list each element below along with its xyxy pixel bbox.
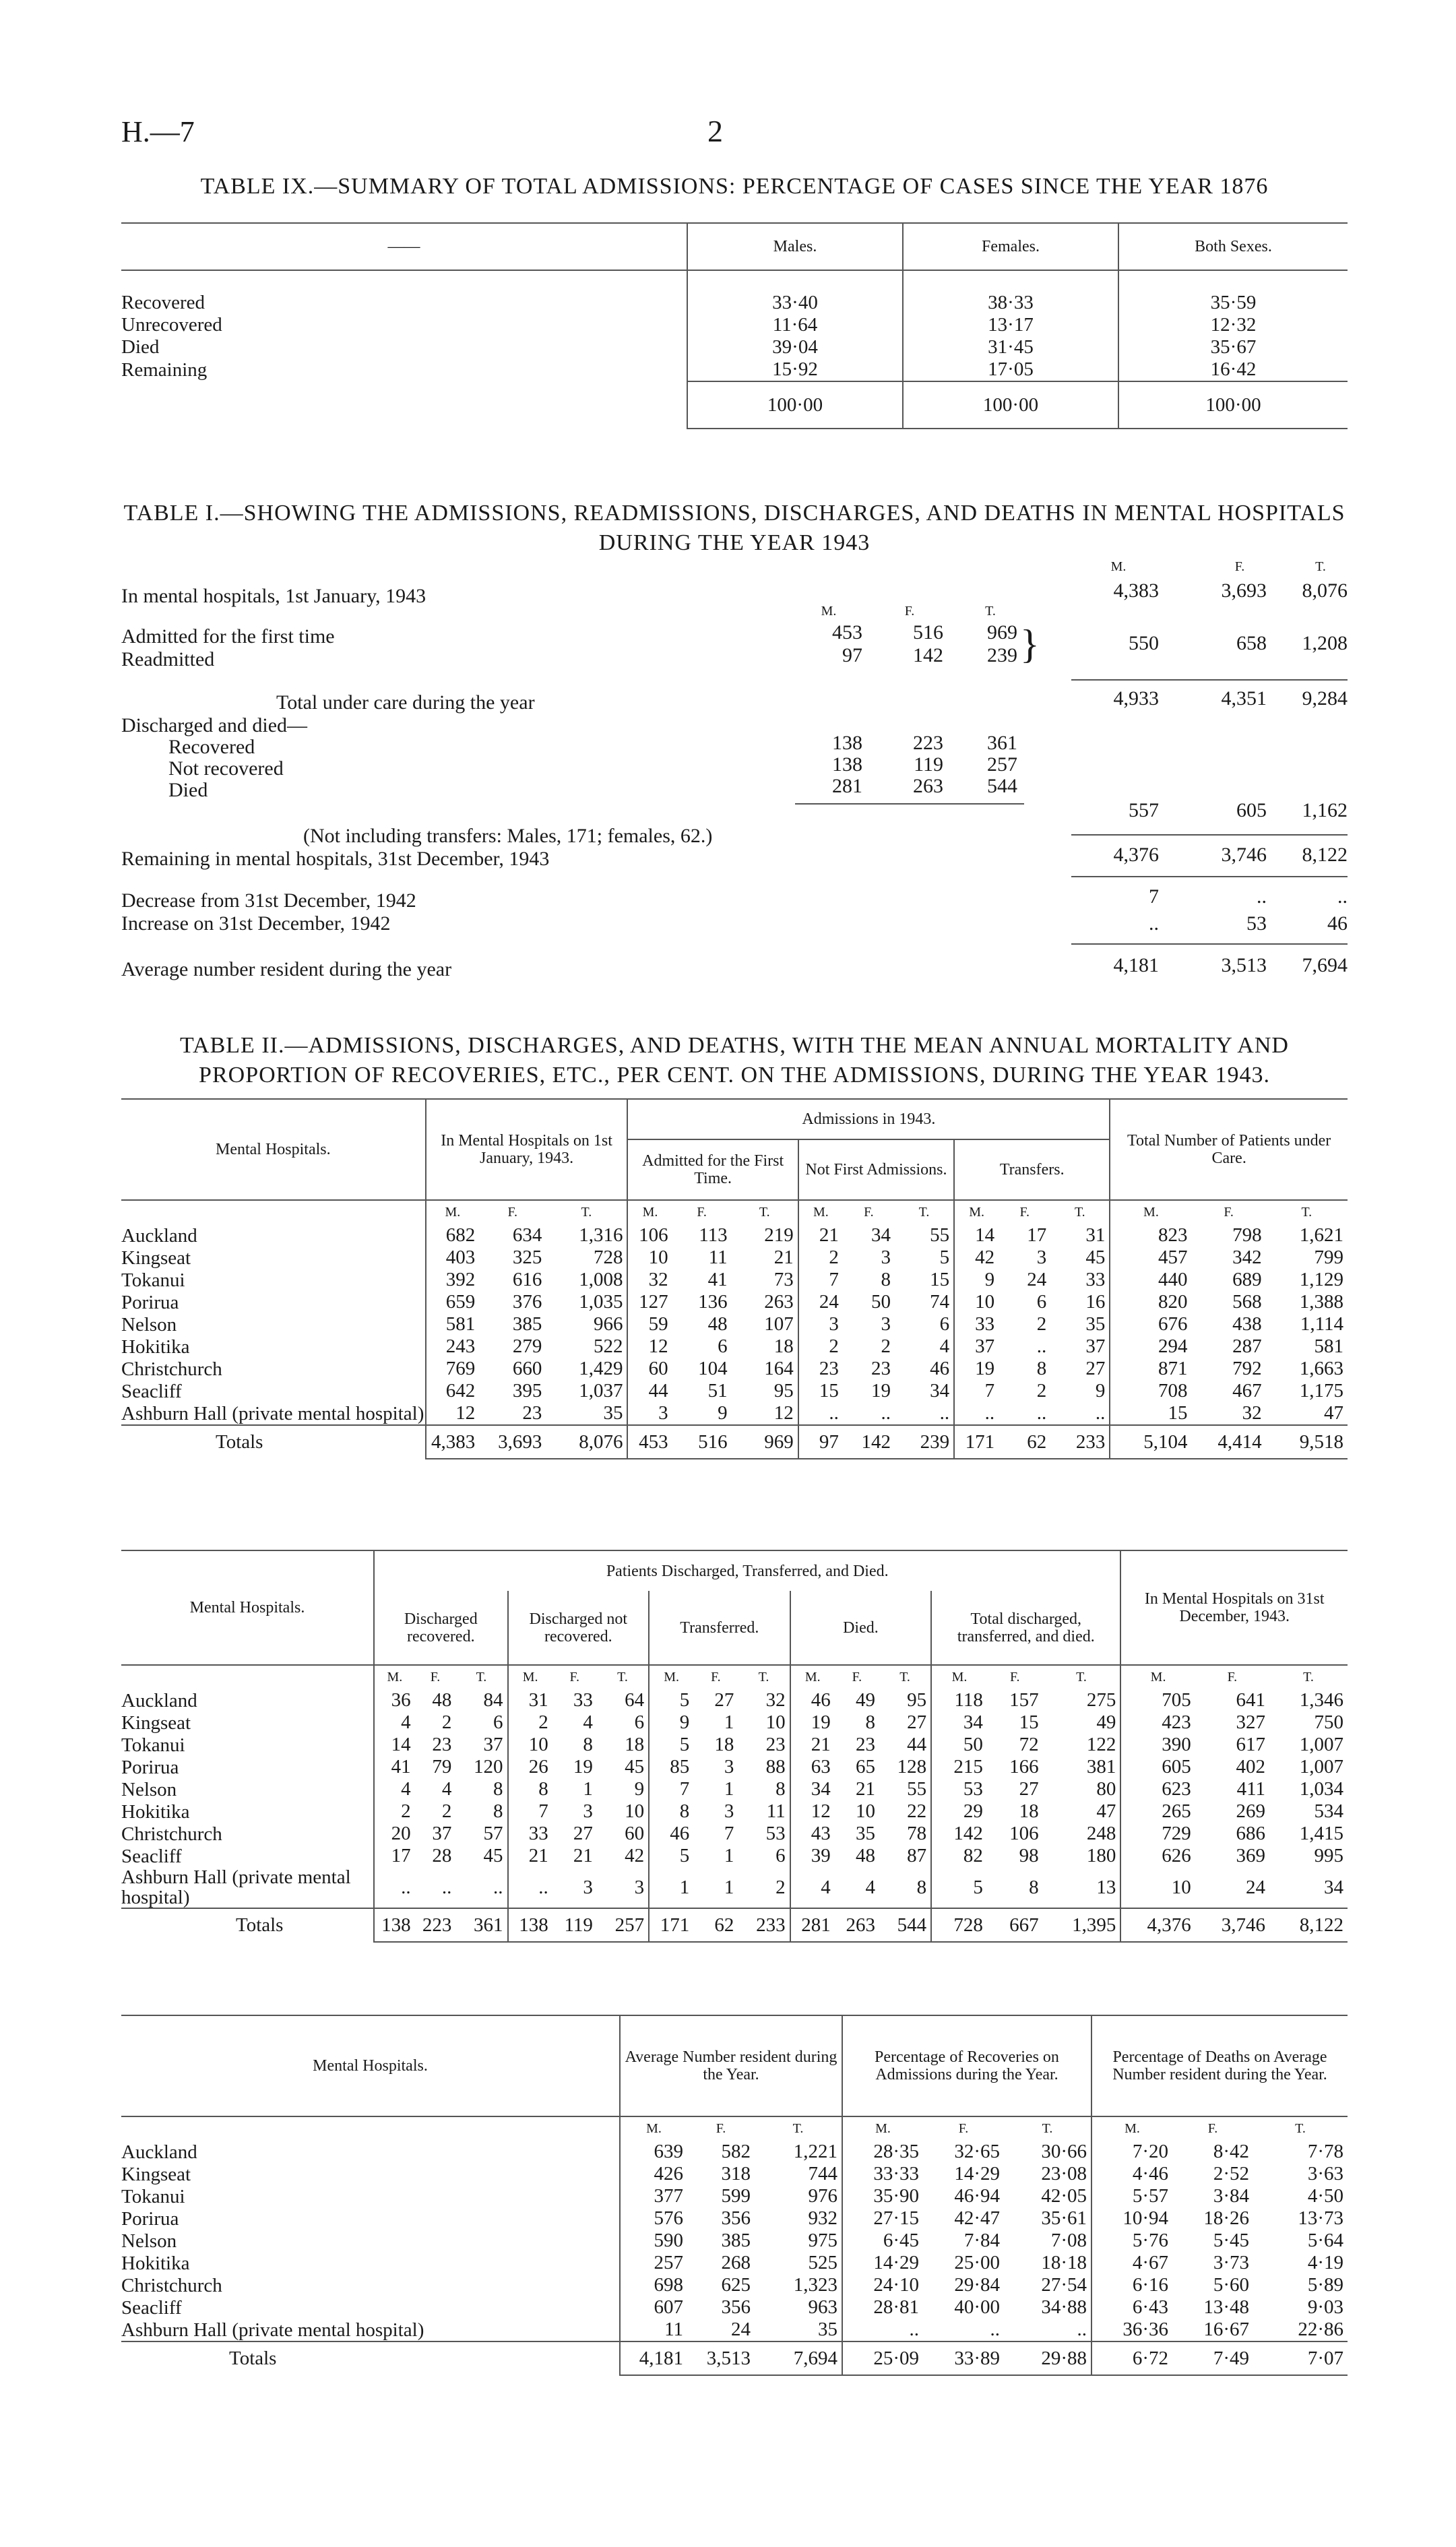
table2-totals-row: Totals 4,383 3,693 8,076 453 516 969 97 142 239 171 62 233 5,104 4,414 9,518: [121, 1425, 1348, 1459]
table9-row: Unrecovered 11·64 13·17 12·32: [121, 314, 1348, 336]
divider: [1071, 834, 1348, 836]
table9-title: TABLE IX.—SUMMARY OF TOTAL ADMISSIONS: PERCENTAGE OF CASES SINCE THE YEAR 1876: [200, 174, 1269, 199]
table-row: Kingseat 403 325 728 10 11 21 2 3 5 42 3 45 457 342 799: [121, 1247, 1343, 1269]
table3-col-group: Patients Discharged, Transferred, and Died.: [374, 1550, 1120, 1591]
table3-mft-header: M. F. T. M. F. T. M. F. T. M. F. T. M. F. T. M. F. T.: [121, 1665, 1348, 1689]
table-row: Nelson 590 385 975 6·45 7·84 7·08 5·76 5·45 5·64: [121, 2230, 1343, 2252]
table2-col-in-hospitals: In Mental Hospitals on 1st January, 1943.: [426, 1099, 628, 1200]
page-number: 2: [707, 114, 723, 148]
table4-col-hospitals: Mental Hospitals.: [121, 2015, 620, 2116]
table3-col-hospitals: Mental Hospitals.: [121, 1550, 374, 1665]
table3-col-total: Total discharged, transferred, and died.: [931, 1591, 1120, 1665]
table9-col-males: Males.: [687, 223, 903, 270]
table-row: Kingseat 426 318 744 33·33 14·29 23·08 4·46 2·52 3·63: [121, 2163, 1343, 2185]
table-row: Ashburn Hall (private mental hospital) .. .. .. .. 3 3 1 1 2 4 4 8 5 8 13 10 24 34: [121, 1866, 1343, 1908]
table-row: Ashburn Hall (private mental hospital) 12 23 35 3 9 12 .. .. .. .. .. .. 15 32 47: [121, 1402, 1343, 1424]
table3-col-died: Died.: [790, 1591, 932, 1665]
table2-mft-header: M. F. T. M. F. T. M. F. T. M. F. T. M. F. T.: [121, 1200, 1348, 1224]
table1-title: TABLE I.—SHOWING THE ADMISSIONS, READMISSIONS, DISCHARGES, AND DEATHS IN MENTAL HOSPITALS DURING THE YEAR 1943: [123, 501, 1346, 555]
table-row: Hokitika 257 268 525 14·29 25·00 18·18 4·67 3·73 4·19: [121, 2252, 1343, 2274]
table-row: Auckland 36 48 84 31 33 64 5 27 32 46 49 95 118 157 275 705 641 1,346: [121, 1689, 1343, 1711]
table2-col-transfers: Transfers.: [954, 1139, 1110, 1200]
table-row: Christchurch 698 625 1,323 24·10 29·84 27·54 6·16 5·60 5·89: [121, 2274, 1343, 2296]
divider: [1071, 943, 1348, 945]
table4-col-recoveries: Percentage of Recoveries on Admissions during the Year.: [842, 2015, 1091, 2116]
table3-col-recovered: Discharged recovered.: [374, 1591, 508, 1665]
table9-blank-header: ——: [121, 223, 687, 270]
table-row: Nelson 4 4 8 8 1 9 7 1 8 34 21 55 53 27 80 623 411 1,034: [121, 1778, 1343, 1800]
table-row: Hokitika 243 279 522 12 6 18 2 2 4 37 .. 37 294 287 581: [121, 1335, 1343, 1358]
table-row: Seacliff 17 28 45 21 21 42 5 1 6 39 48 87 82 98 180 626 369 995: [121, 1845, 1343, 1867]
table-row: Hokitika 2 2 8 7 3 10 8 3 11 12 10 22 29 18 47 265 269 534: [121, 1800, 1343, 1823]
table-row: Tokanui 392 616 1,008 32 41 73 7 8 15 9 24 33 440 689 1,129: [121, 1269, 1343, 1291]
table3: [121, 1550, 1348, 1943]
table9-row: Remaining 15·92 17·05 16·42: [121, 358, 1348, 381]
table1: M. F. T. In mental hospitals, 1st January, 1943 4,383 3,693 8,076 M. F. T. Admitted for the first time 453 516 969 Readmitted 97 142 239 } 550 658 1,208 Total under care during the year 4,933 4,351 9,284 Discharged and died— Recovered 138 223 361 Not recovered 138 119 257 Died 281 263 544 557 605 1,162 (Not including transfers: Males, 171; females, 62.) Remaining in mental hospitals, 31st December, 1943 4,376 3,746 8,122 Decrease from 31st December, 1942 7 .. .. Increase on 31st December, 1942 .. 53 46 Average number resident during the year 4,181 3,513 7,694: [121, 559, 1348, 980]
table2-col-total: Total Number of Patients under Care.: [1110, 1099, 1348, 1200]
table2-col-hospitals: Mental Hospitals.: [121, 1099, 426, 1200]
table2-col-first: Admitted for the First Time.: [627, 1139, 798, 1200]
table2-col-admissions: Admissions in 1943.: [627, 1099, 1110, 1139]
table-row: Auckland 639 582 1,221 28·35 32·65 30·66 7·20 8·42 7·78: [121, 2141, 1343, 2163]
table3-totals-row: Totals 138 223 361 138 119 257 171 62 233 281 263 544 728 667 1,395 4,376 3,746 8,122: [121, 1908, 1348, 1942]
table2-title: TABLE II.—ADMISSIONS, DISCHARGES, AND DEATHS, WITH THE MEAN ANNUAL MORTALITY AND PROPORTION OF RECOVERIES, ETC., PER CENT. ON THE ADMISSIONS, DURING THE YEAR 1943.: [180, 1033, 1289, 1088]
table-row: Christchurch 20 37 57 33 27 60 46 7 53 43 35 78 142 106 248 729 686 1,415: [121, 1823, 1343, 1845]
table4: [121, 2015, 1348, 2376]
document-reference: H.—7: [121, 115, 195, 148]
table9-col-both: Both Sexes.: [1118, 223, 1348, 270]
table-row: Porirua 576 356 932 27·15 42·47 35·61 10·94 18·26 13·73: [121, 2207, 1343, 2230]
table3-col-in-hospitals: In Mental Hospitals on 31st December, 1943.: [1120, 1550, 1348, 1665]
table-row: Porirua 41 79 120 26 19 45 85 3 88 63 65 128 215 166 381 605 402 1,007: [121, 1756, 1343, 1778]
table-row: Seacliff 607 356 963 28·81 40·00 34·88 6·43 13·48 9·03: [121, 2296, 1343, 2319]
table-row: Nelson 581 385 966 59 48 107 3 3 6 33 2 35 676 438 1,114: [121, 1313, 1343, 1335]
table-row: Christchurch 769 660 1,429 60 104 164 23 23 46 19 8 27 871 792 1,663: [121, 1358, 1343, 1380]
divider: [1071, 679, 1348, 681]
table-row: Tokanui 377 599 976 35·90 46·94 42·05 5·57 3·84 4·50: [121, 2185, 1343, 2207]
table9-row: Died 39·04 31·45 35·67: [121, 336, 1348, 358]
table3-col-transferred: Transferred.: [649, 1591, 790, 1665]
divider: [1071, 876, 1348, 877]
table3-col-not-recovered: Discharged not recovered.: [508, 1591, 650, 1665]
table9-totals-row: 100·00 100·00 100·00: [121, 381, 1348, 429]
table9: [121, 222, 1348, 429]
table9-col-females: Females.: [903, 223, 1118, 270]
table9-row: Recovered 33·40 38·33 35·59: [121, 292, 1348, 314]
table-row: Seacliff 642 395 1,037 44 51 95 15 19 34 7 2 9 708 467 1,175: [121, 1380, 1343, 1402]
table-row: Porirua 659 376 1,035 127 136 263 24 50 74 10 6 16 820 568 1,388: [121, 1291, 1343, 1313]
divider: [795, 803, 1024, 805]
table4-col-average: Average Number resident during the Year.: [620, 2015, 842, 2116]
table2-col-notfirst: Not First Admissions.: [798, 1139, 954, 1200]
table-row: Ashburn Hall (private mental hospital) 11 24 35 .. .. .. 36·36 16·67 22·86: [121, 2319, 1343, 2341]
table-row: Tokanui 14 23 37 10 8 18 5 18 23 21 23 44 50 72 122 390 617 1,007: [121, 1734, 1343, 1756]
brace-icon: }: [1020, 622, 1040, 666]
table-row: Auckland 682 634 1,316 106 113 219 21 34 55 14 17 31 823 798 1,621: [121, 1224, 1343, 1247]
table-row: Kingseat 4 2 6 2 4 6 9 1 10 19 8 27 34 15 49 423 327 750: [121, 1711, 1343, 1734]
table4-mft-header: M. F. T. M. F. T. M. F. T.: [121, 2116, 1348, 2141]
table4-totals-row: Totals 4,181 3,513 7,694 25·09 33·89 29·88 6·72 7·49 7·07: [121, 2341, 1348, 2375]
table2: [121, 1098, 1348, 1459]
table4-col-deaths: Percentage of Deaths on Average Number resident during the Year.: [1091, 2015, 1348, 2116]
